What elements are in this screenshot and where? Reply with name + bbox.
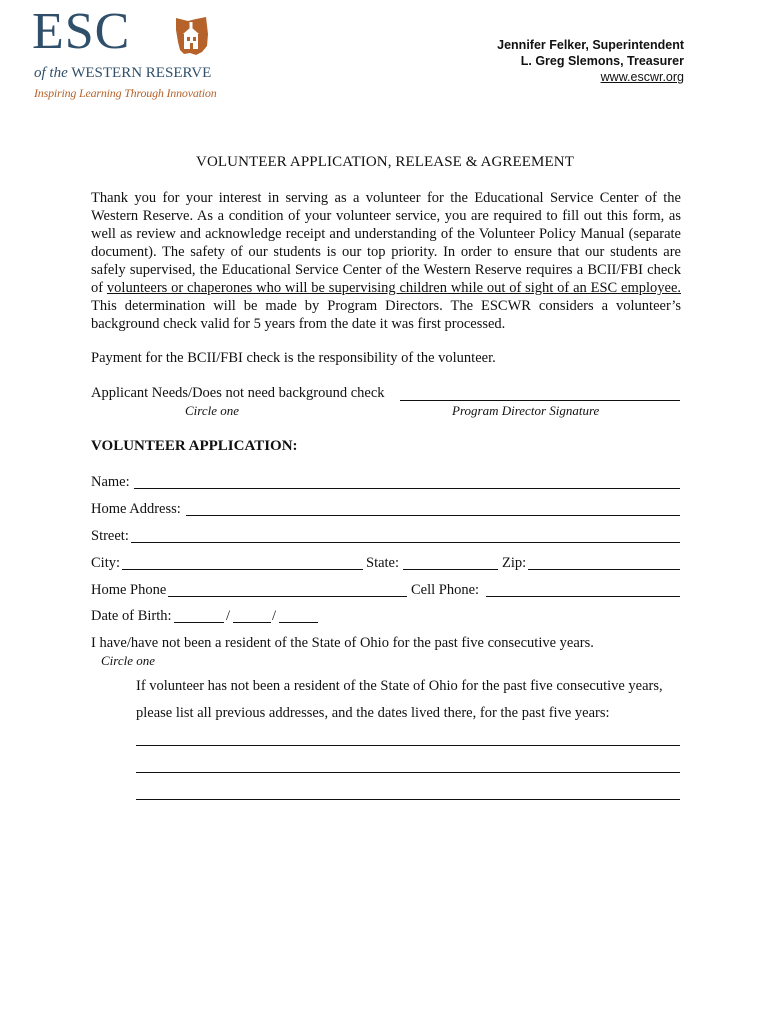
esc-logo xyxy=(32,3,217,102)
treasurer-name: L. Greg Slemons, Treasurer xyxy=(520,54,684,68)
street-label: Street: xyxy=(91,528,129,544)
state-field[interactable] xyxy=(403,569,498,570)
dob-year-field[interactable] xyxy=(279,622,318,623)
website-link[interactable]: www.escwr.org xyxy=(600,70,684,84)
home-phone-label: Home Phone xyxy=(91,582,167,598)
name-label: Name: xyxy=(91,474,130,490)
circle-one-hint: Circle one xyxy=(185,403,240,418)
name-field[interactable] xyxy=(134,488,680,489)
superintendent-name: Jennifer Felker, Superintendent xyxy=(497,38,684,52)
logo-subtitle: of the WESTERN RESERVE xyxy=(34,65,212,81)
dob-month-field[interactable] xyxy=(174,622,224,623)
residency-circle-hint: Circle one xyxy=(101,653,156,668)
dob-separator: / xyxy=(226,608,231,624)
contact-block xyxy=(497,37,684,85)
ohio-state-icon xyxy=(174,16,210,56)
intro-paragraph: Thank you for your interest in serving as a volunteer for the Educational Service Center of the Western Reserve. As a condition of your volunteer service, you are required to fill out this form, as well as review and acknowledge receipt and understanding of the Volunteer Policy Manual (separate document). The safety of our students is our top priority. In order to ensure that our students are safely supervised, the Educational Service Center of the Western Reserve requires a BCII/FBI check of volunteers or chaperones who will be supervising children while out of sight of an ESC employee. This determination will be made by Program Directors. The ESCWR considers a volunteer’s background check valid for 5 years from the date it was first processed. xyxy=(91,190,681,332)
home-address-field[interactable] xyxy=(186,515,680,516)
street-field[interactable] xyxy=(131,542,680,543)
application-heading: VOLUNTEER APPLICATION: xyxy=(91,438,298,454)
previous-address-instruction-1: If volunteer has not been a resident of the State of Ohio for the past five consecutive years, xyxy=(136,678,663,694)
previous-address-line-3[interactable] xyxy=(136,799,680,800)
logo-wordmark: ESC xyxy=(32,3,131,60)
dob-day-field[interactable] xyxy=(233,622,271,623)
dob-label: Date of Birth: xyxy=(91,608,172,624)
previous-address-line-2[interactable] xyxy=(136,772,680,773)
city-field[interactable] xyxy=(122,569,363,570)
intro-underlined: volunteers or chaperones who will be supervising children while out of sight of an ESC employee. xyxy=(106,280,681,296)
city-label: City: xyxy=(91,555,121,571)
previous-address-line-1[interactable] xyxy=(136,745,680,746)
cell-phone-label: Cell Phone: xyxy=(411,582,480,598)
logo-tagline: Inspiring Learning Through Innovation xyxy=(34,86,217,100)
home-phone-field[interactable] xyxy=(168,596,407,597)
director-signature-field[interactable] xyxy=(400,400,680,401)
zip-label: Zip: xyxy=(502,555,527,571)
document-title: VOLUNTEER APPLICATION, RELEASE & AGREEMENT xyxy=(196,154,574,170)
director-signature-label: Program Director Signature xyxy=(452,403,600,418)
background-check-label: Applicant Needs/Does not need background check xyxy=(91,385,385,401)
previous-address-instruction-2: please list all previous addresses, and the dates lived there, for the past five years: xyxy=(136,705,610,721)
home-address-label: Home Address: xyxy=(91,501,181,517)
state-label: State: xyxy=(366,555,400,571)
payment-note: Payment for the BCII/FBI check is the responsibility of the volunteer. xyxy=(91,350,496,366)
residency-statement: I have/have not been a resident of the State of Ohio for the past five consecutive years. xyxy=(91,635,594,651)
zip-field[interactable] xyxy=(528,569,680,570)
cell-phone-field[interactable] xyxy=(486,596,680,597)
dob-separator: / xyxy=(272,608,277,624)
